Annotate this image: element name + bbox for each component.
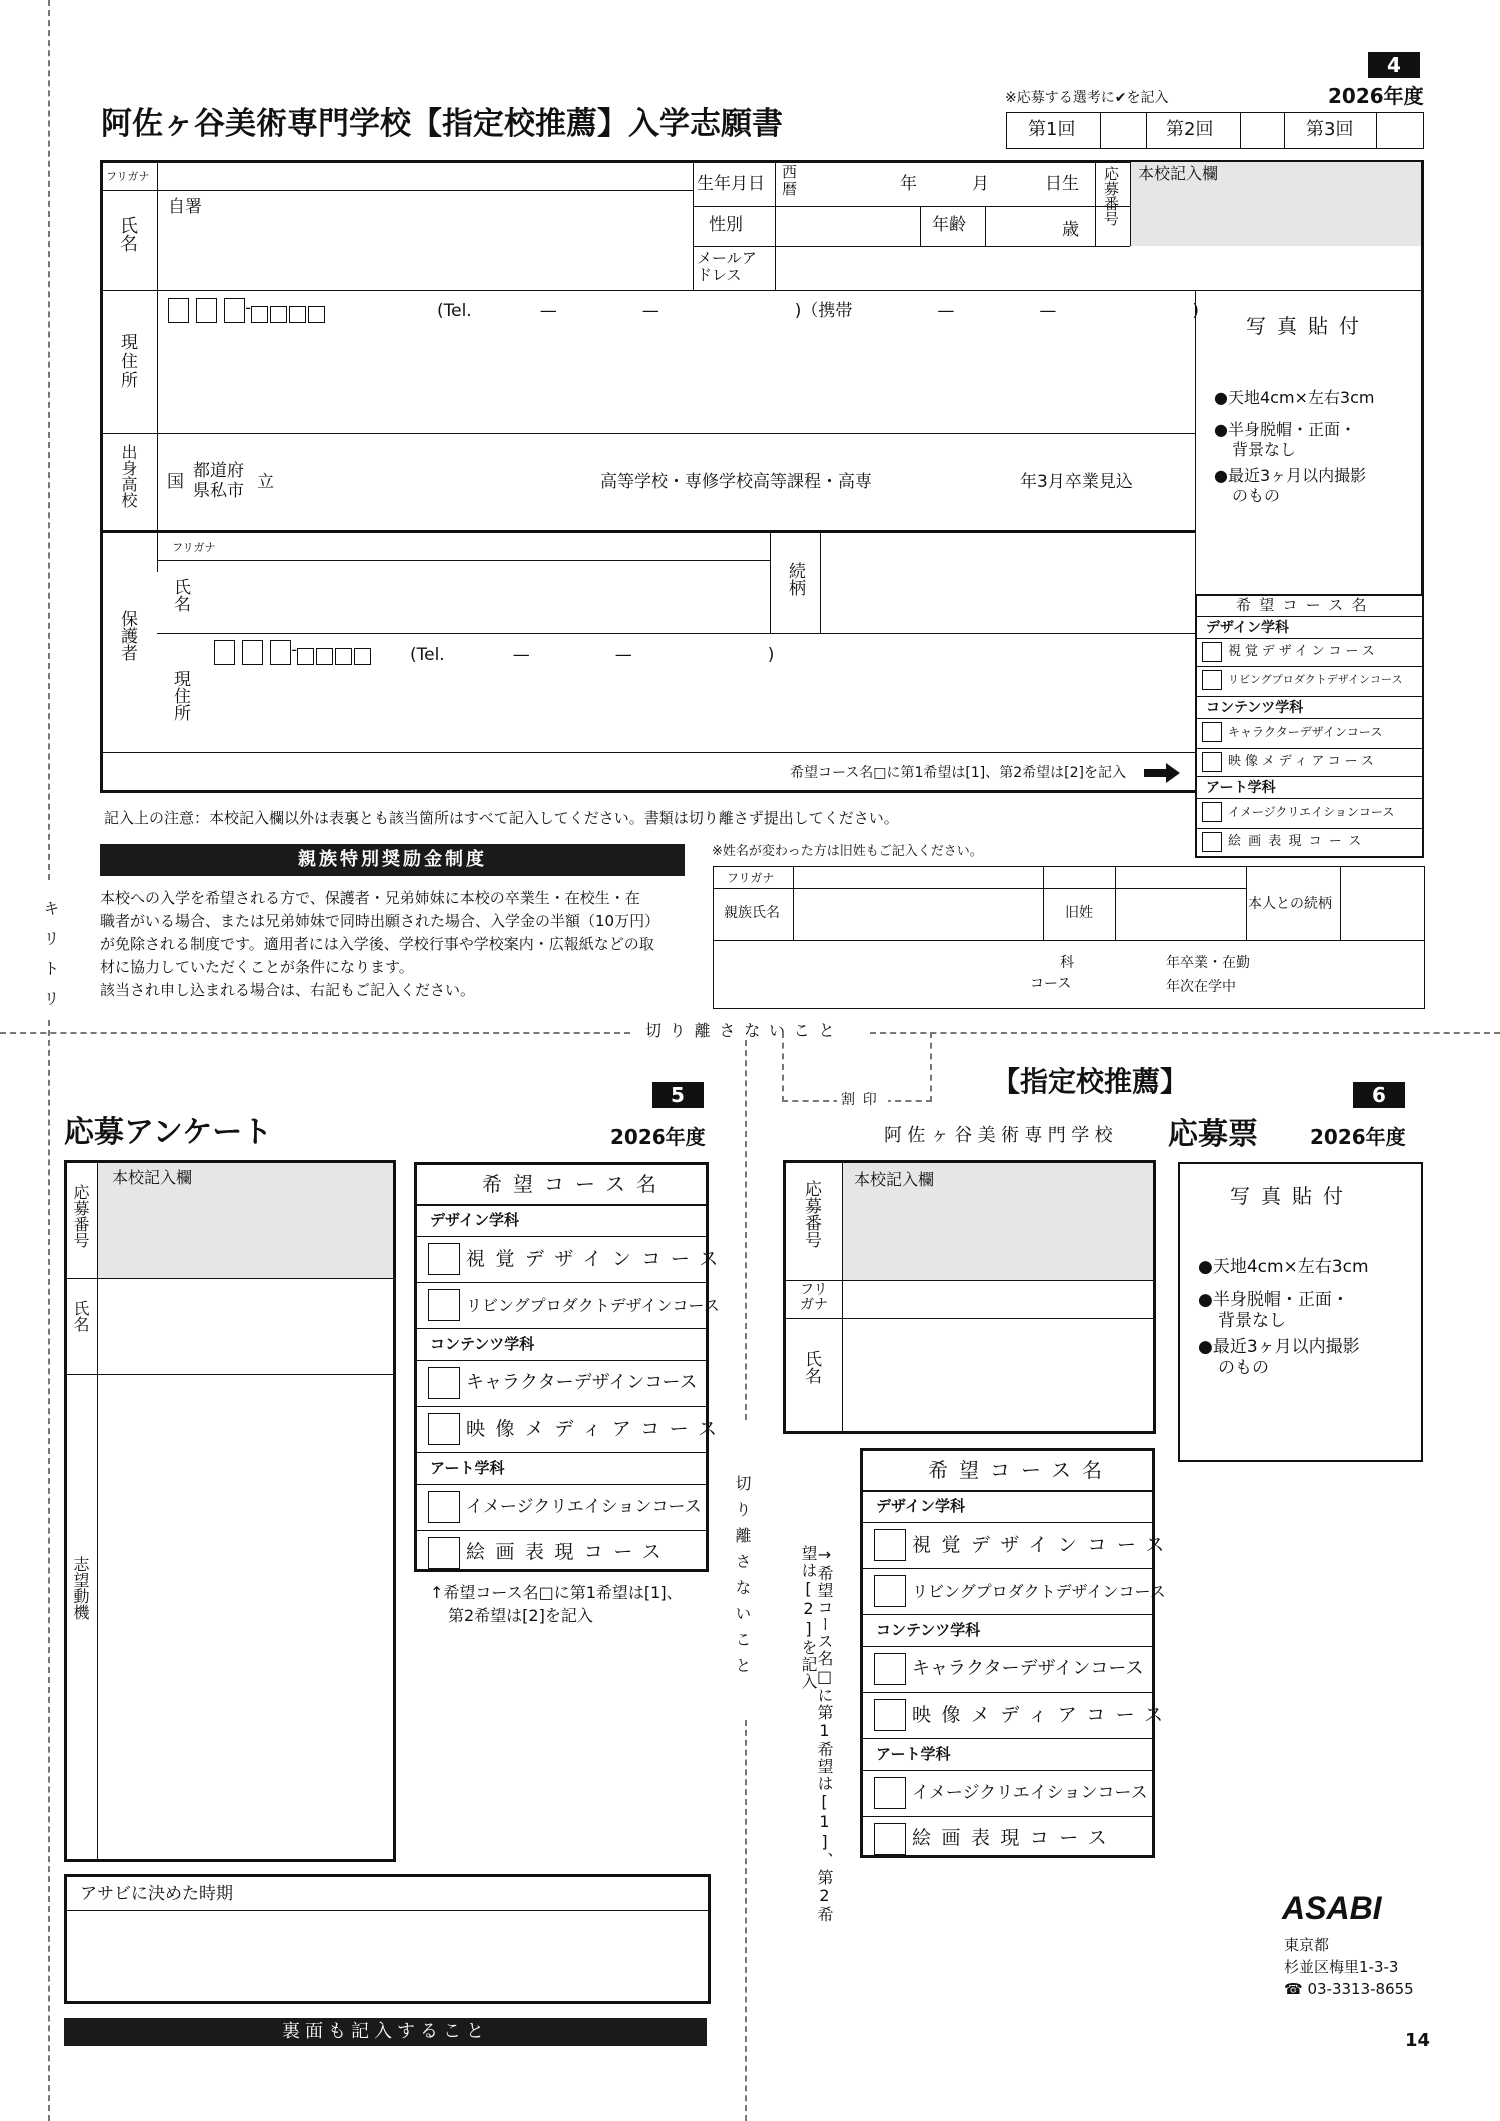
course2-checkbox-survey[interactable] (428, 1289, 460, 1321)
course5-label-top: イメージクリエイションコース (1228, 805, 1395, 819)
app-no-label: 応募番号 (1102, 166, 1120, 226)
course4-checkbox-ticket[interactable] (874, 1699, 906, 1731)
birth-unit: 日生 (1045, 174, 1079, 194)
footer-phone: ☎ 03-3313-8655 (1284, 1980, 1414, 1998)
dept2-ticket: コンテンツ学科 (876, 1621, 981, 1639)
relation-to-self: 本人との続柄 (1248, 896, 1332, 912)
course-header-top: 希望コース名 (1236, 596, 1375, 614)
grad-expect: 年3月卒業見込 (1020, 472, 1133, 492)
signature-label: 自署 (168, 197, 202, 217)
ticket-photo-note-2: ●半身脱帽・正面・ (1198, 1290, 1349, 1310)
horizontal-cut-line-right (870, 1032, 1500, 1034)
course6-label-ticket: 絵画表現コース (912, 1827, 1118, 1849)
relative-name-label: 親族氏名 (724, 905, 780, 921)
ticket-name-label: 氏名 (801, 1350, 821, 1384)
survey-motive-label: 志望動機 (71, 1556, 90, 1620)
course3-checkbox-ticket[interactable] (874, 1653, 906, 1685)
course-header-survey: 希望コース名 (482, 1172, 667, 1196)
scholarship-title: 親族特別奨励金制度 (100, 844, 685, 876)
svg-text:ASABI: ASABI (1282, 1890, 1382, 1926)
course4-checkbox-survey[interactable] (428, 1413, 460, 1445)
course6-checkbox-ticket[interactable] (874, 1823, 906, 1855)
dept2-top: コンテンツ学科 (1206, 700, 1304, 716)
course6-checkbox-survey[interactable] (428, 1537, 460, 1569)
dept3-survey: アート学科 (430, 1459, 505, 1477)
course2-label-ticket: リビングプロダクトデザインコース (912, 1582, 1166, 1601)
horizontal-cut-line-left (0, 1032, 630, 1034)
relative-note: ※姓名が変わった方は旧姓もご記入ください。 (712, 844, 983, 859)
scholarship-line-3: が免除される制度です。適用者には入学後、学校行事や学校案内・広報紙などの取 (100, 935, 654, 953)
survey-course-note-2: 第2希望は[2]を記入 (448, 1606, 593, 1625)
photo-note-3: ●最近3ヶ月以内撮影 (1214, 466, 1367, 485)
dept1-survey: デザイン学科 (430, 1211, 519, 1229)
course3-label-survey: キャラクターデザインコース (466, 1372, 698, 1393)
round-2-label: 第2回 (1166, 119, 1214, 140)
address-tel: (Tel. — — )（携帯 — — ) (437, 301, 1199, 321)
arrow-right-icon (1144, 763, 1180, 787)
pref-label-1: 都道府 (193, 461, 244, 481)
stamp-label: 割印 (837, 1092, 888, 1109)
course2-checkbox-top[interactable] (1202, 670, 1222, 690)
course5-label-survey: イメージクリエイションコース (466, 1497, 702, 1517)
dept3-ticket: アート学科 (876, 1745, 951, 1763)
relative-status-1: 年卒業・在勤 (1166, 955, 1250, 971)
course6-label-top: 絵画表現コース (1228, 834, 1369, 849)
course1-label-ticket: 視覚デザインコース (912, 1534, 1175, 1556)
course5-checkbox-survey[interactable] (428, 1491, 460, 1523)
vertical-cut-note: 切り離さないこと (733, 1475, 752, 1683)
photo-note-2: ●半身脱帽・正面・ (1214, 420, 1356, 439)
scholarship-line-4: 材に協力していただくことが条件になります。 (100, 958, 414, 976)
survey-year: 2026年度 (610, 1125, 706, 1149)
relative-dept: 科 (1060, 955, 1074, 971)
course4-label-ticket: 映像メディアコース (912, 1704, 1174, 1726)
guardian-furigana: フリガナ (172, 541, 216, 554)
ticket-year: 2026年度 (1310, 1125, 1406, 1149)
ticket-photo-title: 写真貼付 (1230, 1184, 1354, 1208)
course2-checkbox-ticket[interactable] (874, 1575, 906, 1607)
kiritori-label: キリトリ (41, 900, 60, 1020)
center-cut-line-lower (745, 1720, 747, 2121)
course1-label-survey: 視覚デザインコース (466, 1248, 729, 1270)
guardian-tel: (Tel. — — ) (410, 645, 775, 665)
guardian-name-label: 氏名 (170, 578, 190, 612)
round-3-checkbox[interactable] (1376, 113, 1423, 148)
page-number-4: 4 (1368, 52, 1420, 78)
ticket-office-use: 本校記入欄 (854, 1170, 935, 1189)
survey-title: 応募アンケート (64, 1115, 273, 1150)
photo-note-3b: のもの (1232, 486, 1281, 505)
office-use-label: 本校記入欄 (1138, 164, 1219, 183)
age-unit: 歳 (1062, 220, 1079, 240)
footer-page-number: 14 (1405, 2030, 1431, 2051)
cut-note: 切り離さないこと (645, 1021, 844, 1040)
course1-checkbox-top[interactable] (1202, 642, 1222, 662)
birth-label: 生年月日 (697, 174, 765, 194)
round-1-checkbox[interactable] (1100, 113, 1146, 148)
relation-label: 続柄 (785, 562, 805, 596)
email-label: メールアドレス (697, 249, 757, 285)
address-label: 現住所 (117, 333, 137, 390)
relative-course: コース (1030, 976, 1072, 992)
year-label: 2026年度 (1328, 84, 1424, 108)
page-title: 阿佐ヶ谷美術専門学校【指定校推薦】入学志願書 (101, 106, 783, 142)
course3-checkbox-survey[interactable] (428, 1367, 460, 1399)
course5-label-ticket: イメージクリエイションコース (912, 1783, 1148, 1803)
course3-label-top: キャラクターデザインコース (1228, 725, 1383, 739)
relative-furigana: フリガナ (727, 871, 775, 885)
photo-title: 写真貼付 (1246, 314, 1370, 338)
guardian-postal-boxes[interactable]: - (214, 640, 371, 669)
course4-label-survey: 映像メディアコース (466, 1418, 728, 1440)
ticket-app-no: 応募番号 (801, 1180, 821, 1248)
asabi-logo (1282, 1890, 1382, 1928)
round-1-label: 第1回 (1028, 119, 1076, 140)
school-label: 出身高校 (119, 444, 138, 508)
guardian-label: 保護者 (117, 610, 137, 661)
left-cut-line-lower (48, 1020, 50, 2121)
course6-checkbox-top[interactable] (1202, 832, 1222, 852)
photo-note-2b: 背景なし (1232, 440, 1297, 459)
back-note-bar: 裏面も記入すること (64, 2018, 707, 2046)
page-number-6: 6 (1353, 1082, 1405, 1108)
course-header-ticket: 希望コース名 (928, 1458, 1113, 1482)
postal-code-boxes[interactable]: - (168, 298, 325, 327)
course3-checkbox-top[interactable] (1202, 722, 1222, 742)
dept2-survey: コンテンツ学科 (430, 1335, 535, 1353)
dept1-ticket: デザイン学科 (876, 1497, 965, 1515)
course-note: 希望コース名□に第1希望は[1]、第2希望は[2]を記入 (790, 765, 1127, 781)
ticket-photo-note-3b: のもの (1218, 1358, 1269, 1378)
national-label: 国 (167, 472, 184, 492)
dept1-top: デザイン学科 (1206, 620, 1290, 636)
course1-checkbox-survey[interactable] (428, 1243, 460, 1275)
old-name-label: 旧姓 (1065, 905, 1093, 921)
era-label: 西暦 (782, 163, 798, 198)
guardian-address-label: 現住所 (170, 670, 190, 721)
dept3-top: アート学科 (1206, 780, 1276, 796)
ticket-side-note: →希望コース名□に第1希望は[1]、第2希望は[2]を記入 (799, 1545, 834, 1923)
survey-name-label: 氏名 (71, 1300, 90, 1332)
course1-label-top: 視覚デザインコース (1228, 644, 1379, 659)
caution-text: 記入上の注意：本校記入欄以外は表裏とも該当箇所はすべて記入してください。書類は切り離さず提出してください。 (104, 809, 899, 827)
name-label: 氏名 (117, 216, 138, 252)
course5-checkbox-top[interactable] (1202, 802, 1222, 822)
survey-course-note-1: ↑希望コース名□に第1希望は[1]、 (430, 1583, 683, 1602)
ticket-photo-note-3: ●最近3ヶ月以内撮影 (1198, 1337, 1360, 1357)
center-cut-line-upper (745, 1040, 747, 1420)
scholarship-line-2: 職者がいる場合、または兄弟姉妹で同時出願された場合、入学金の半額（10万円） (100, 912, 660, 930)
scholarship-line-5: 該当され申し込まれる場合は、右記もご記入ください。 (100, 981, 476, 999)
notice-top: ※応募する選考に✔を記入 (1005, 90, 1169, 106)
footer-city: 東京都 (1284, 1936, 1330, 1954)
survey-office-use: 本校記入欄 (112, 1168, 193, 1187)
course4-checkbox-top[interactable] (1202, 752, 1222, 772)
ticket-photo-note-2b: 背景なし (1218, 1311, 1286, 1331)
ticket-photo-note-1: ●天地4cm×左右3cm (1198, 1257, 1369, 1277)
course2-label-survey: リビングプロダクトデザインコース (466, 1296, 720, 1315)
course1-checkbox-ticket[interactable] (874, 1529, 906, 1561)
ticket-title: 応募票 (1168, 1117, 1258, 1152)
age-label: 年齢 (932, 215, 966, 235)
round-2-checkbox[interactable] (1240, 113, 1284, 148)
gender-label: 性別 (709, 215, 743, 235)
decided-label: アサビに決めた時期 (80, 1884, 233, 1904)
page-number-5: 5 (652, 1082, 704, 1108)
year-unit: 年 (900, 174, 917, 194)
ticket-heading: 【指定校推薦】 (992, 1065, 1189, 1098)
round-3-label: 第3回 (1306, 119, 1354, 140)
scholarship-line-1: 本校への入学を希望される方で、保護者・兄弟姉妹に本校の卒業生・在校生・在 (100, 889, 640, 907)
ticket-school: 阿佐ヶ谷美術専門学校 (884, 1125, 1118, 1146)
pref-label-2: 県私市 (193, 481, 244, 501)
footer-address: 杉並区梅里1-3-3 (1284, 1958, 1399, 1976)
photo-note-1: ●天地4cm×左右3cm (1214, 388, 1375, 407)
course6-label-survey: 絵画表現コース (466, 1541, 672, 1563)
public-label: 立 (257, 472, 274, 492)
furigana-label: フリガナ (106, 170, 150, 183)
survey-app-no: 応募番号 (71, 1184, 90, 1248)
month-unit: 月 (972, 174, 989, 194)
course4-label-top: 映像メディアコース (1228, 754, 1378, 769)
relative-status-2: 年次在学中 (1166, 979, 1236, 995)
left-cut-line (48, 0, 50, 880)
ticket-furigana: フリガナ (800, 1282, 828, 1314)
school-types: 高等学校・専修学校高等課程・高専 (600, 472, 872, 492)
course3-label-ticket: キャラクターデザインコース (912, 1658, 1144, 1679)
course2-label-top: リビングプロダクトデザインコース (1228, 673, 1403, 686)
course5-checkbox-ticket[interactable] (874, 1777, 906, 1809)
